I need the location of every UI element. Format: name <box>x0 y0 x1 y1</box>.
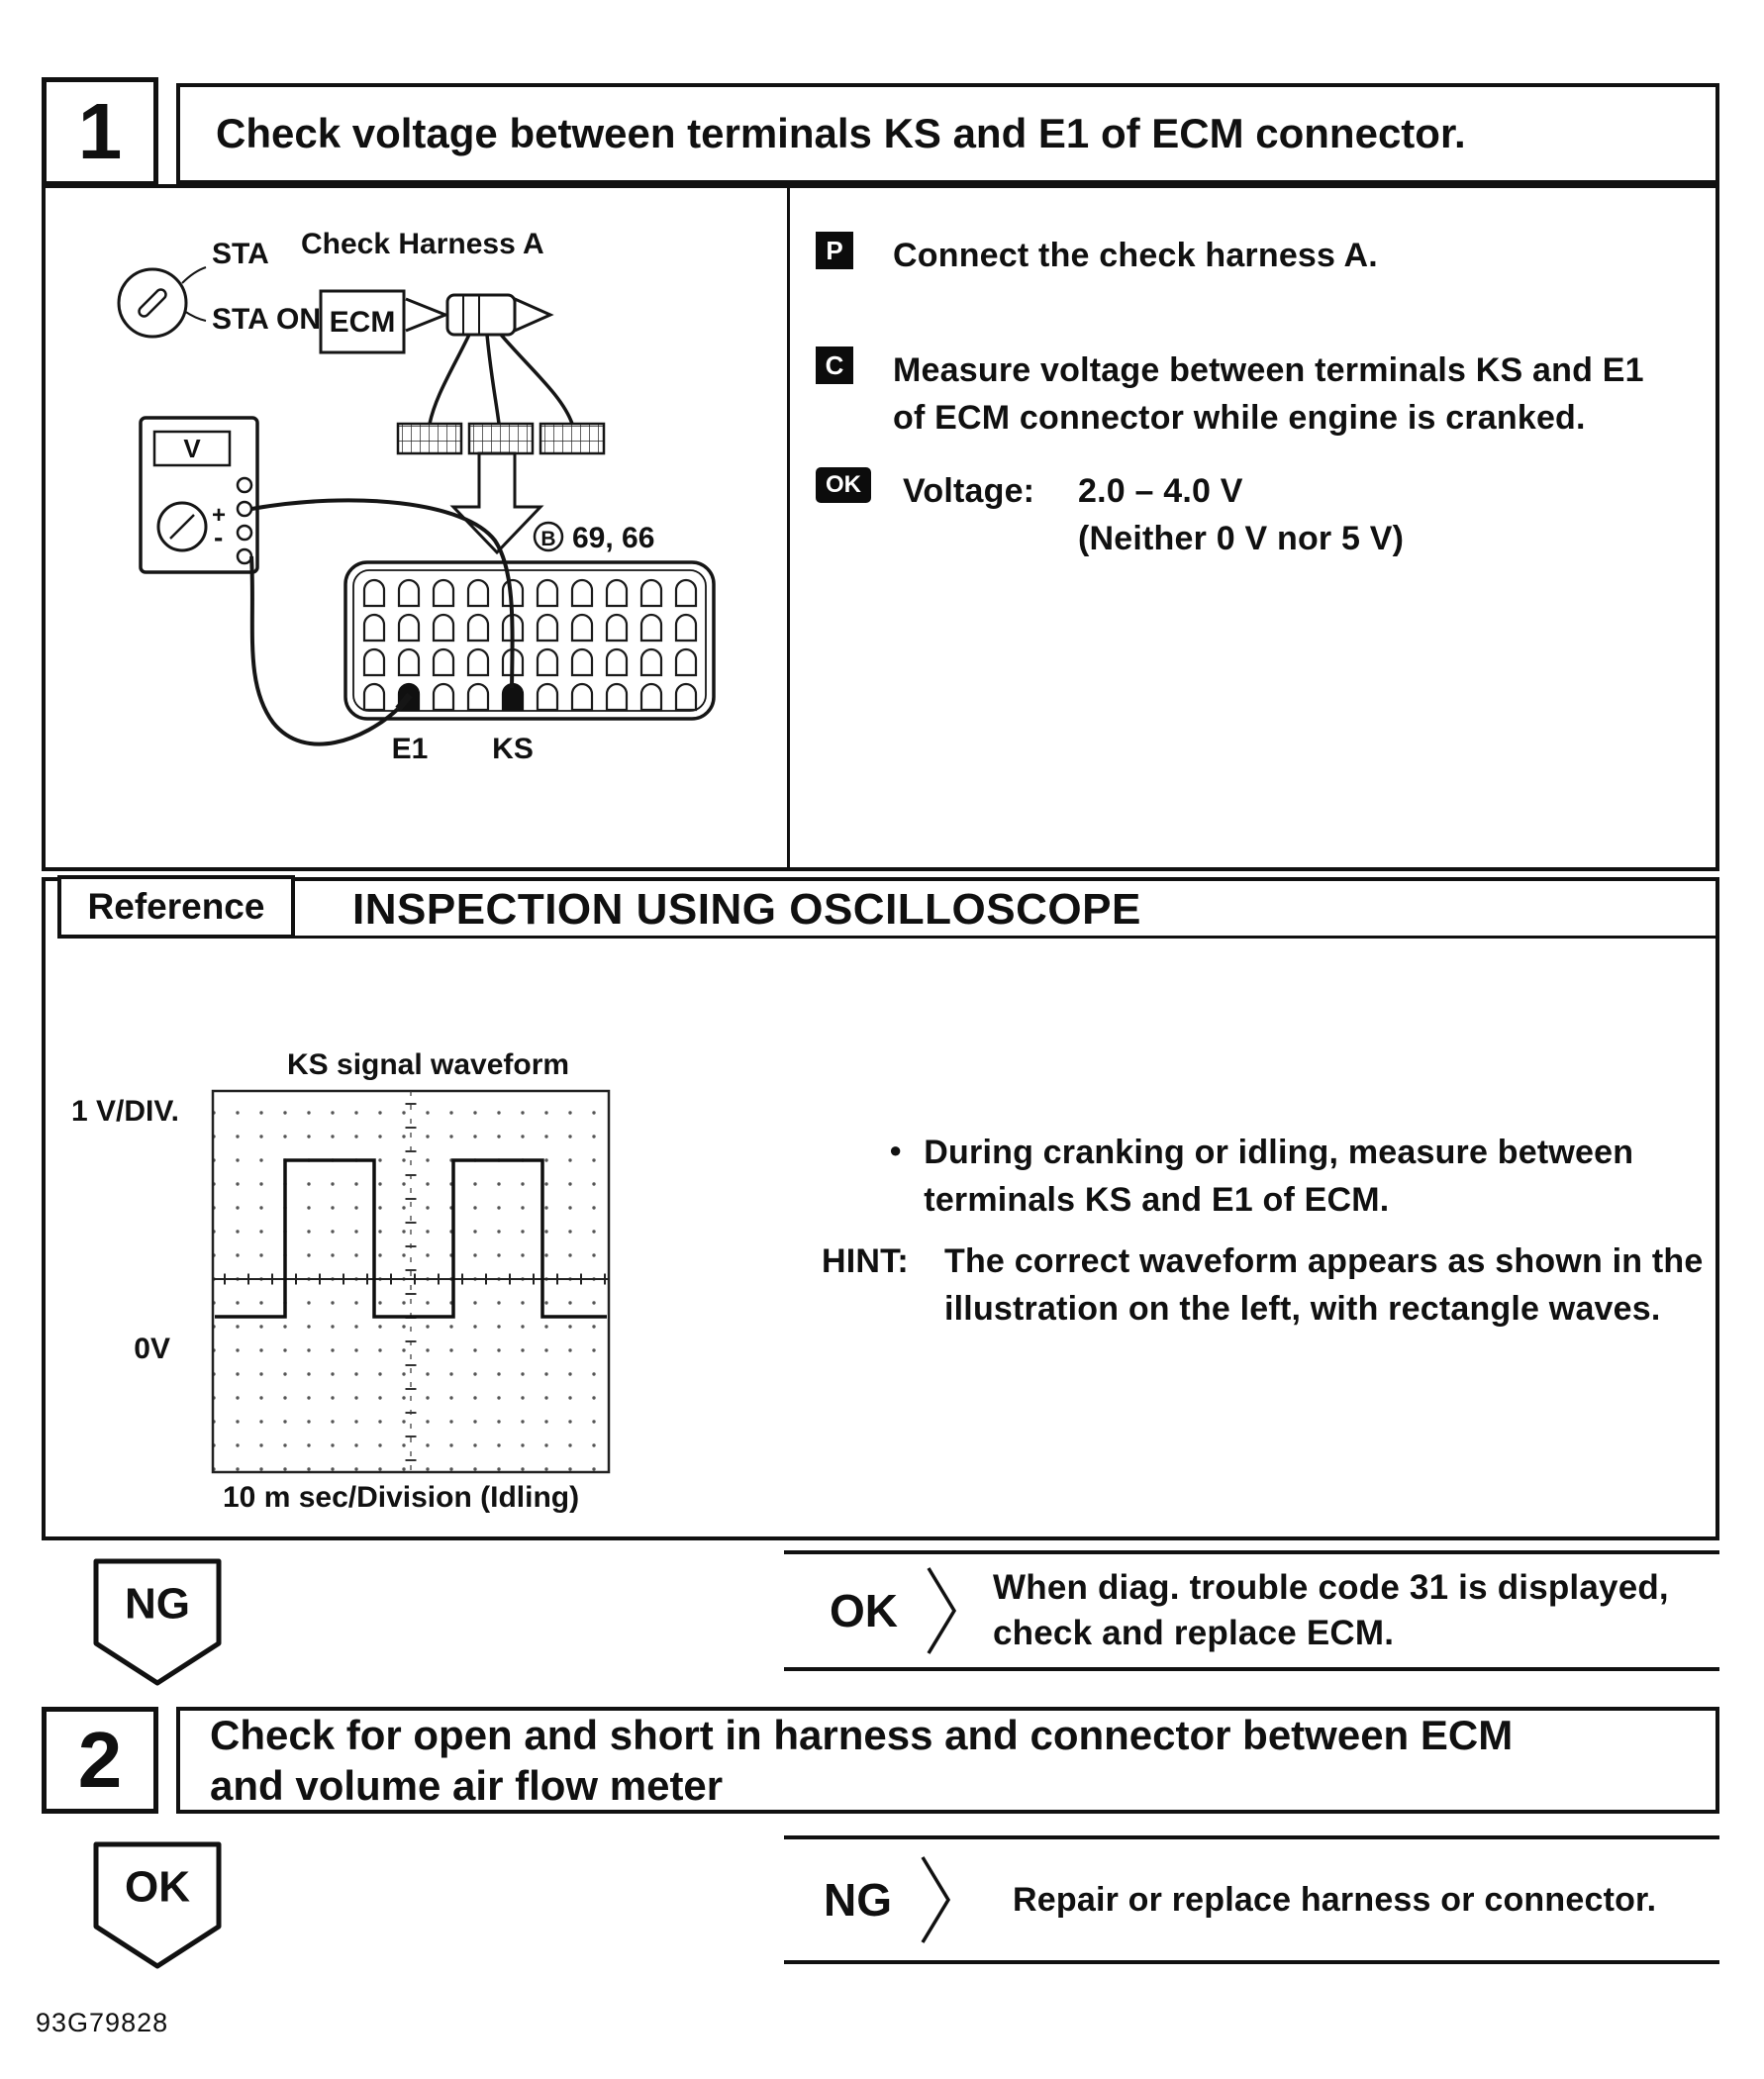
reference-rule <box>295 936 1717 939</box>
p-text: Connect the check harness A. <box>893 237 1378 274</box>
sta-on-leader-line <box>184 311 206 321</box>
flow1-ok-line1: When diag. trouble code 31 is displayed, <box>993 1567 1669 1607</box>
harness-tip <box>515 299 550 331</box>
step1-number-box <box>42 77 158 186</box>
step2-title-line2: and volume air flow meter <box>210 1762 724 1809</box>
instruction-c <box>816 346 1685 443</box>
ok-flow-label: OK <box>125 1862 190 1912</box>
harness-connector-1 <box>398 424 461 453</box>
harness-connector-3 <box>540 424 604 453</box>
pin-numbers-label: 69, 66 <box>572 522 655 554</box>
chevron-right-icon <box>926 1565 959 1656</box>
instruction-ok <box>816 467 1404 563</box>
vdiv-label: 1 V/DIV. <box>71 1095 179 1128</box>
hint-label: HINT: <box>822 1242 909 1280</box>
time-division-label: 10 m sec/Division (Idling) <box>223 1481 580 1514</box>
step1-title-box <box>176 83 1719 184</box>
sta-on-label: STA ON <box>212 303 321 336</box>
reference-bullet <box>889 1129 1664 1225</box>
flow2-ng-bar <box>784 1835 1719 1964</box>
step1-title: Check voltage between terminals KS and E1 of ECM connector. <box>216 110 1466 157</box>
voltmeter-v-label: V <box>183 434 201 463</box>
reference-label-box <box>57 875 295 939</box>
step1-diagram <box>46 188 787 867</box>
zero-volt-label: 0V <box>134 1333 170 1365</box>
c-badge: C <box>816 346 853 384</box>
sta-label: STA <box>212 238 269 270</box>
step1-number: 1 <box>77 87 123 175</box>
step2-title-box <box>176 1707 1719 1814</box>
voltage-value-block <box>1078 467 1404 563</box>
reference-title: INSPECTION USING OSCILLOSCOPE <box>352 885 1141 934</box>
flow1-ok-text <box>993 1565 1669 1656</box>
ng-flow-badge <box>91 1556 224 1689</box>
voltage-note: (Neither 0 V nor 5 V) <box>1078 520 1405 558</box>
flow1-ok-line2: check and replace ECM. <box>993 1614 1395 1652</box>
meter-minus-label: - <box>214 522 224 552</box>
e1-label: E1 <box>391 733 429 765</box>
voltage-label: Voltage: <box>903 472 1035 510</box>
sta-leader-line <box>182 267 206 283</box>
oscilloscope-diagram <box>59 1030 673 1525</box>
chevron-right-icon <box>920 1854 953 1945</box>
voltage-value: 2.0 – 4.0 V <box>1078 472 1243 510</box>
harness-connector-2 <box>469 424 533 453</box>
ecm-label: ECM <box>329 306 396 339</box>
step2-number-box <box>42 1707 158 1814</box>
harness-barrel <box>447 295 515 335</box>
reference-hint <box>822 1238 1736 1334</box>
bullet-text: During cranking or idling, measure between terminals KS and E1 of ECM. <box>924 1134 1634 1220</box>
step1-content-box <box>42 184 1719 871</box>
meter-plus-label: + <box>212 502 227 529</box>
c-text: Measure voltage between terminals KS and E1 of ECM connector while engine is cranked. <box>893 351 1644 438</box>
harness-arrow <box>406 299 445 331</box>
hint-text: The correct waveform appears as shown in the illustration on the left, with rectangle waves. <box>944 1242 1704 1329</box>
ok-badge: OK <box>816 467 871 503</box>
waveform-label: KS signal waveform <box>287 1048 570 1081</box>
instruction-p <box>816 232 1705 279</box>
check-harness-label: Check Harness A <box>301 228 544 260</box>
step1-instruction-pane <box>790 188 1715 867</box>
ng-flow-label: NG <box>125 1579 190 1629</box>
circle-b-label: B <box>540 528 556 550</box>
page-code: 93G79828 <box>36 2008 169 2037</box>
down-arrow-icon <box>453 453 540 552</box>
ok-flow-badge <box>91 1839 224 1972</box>
flow2-ng-label: NG <box>824 1874 892 1926</box>
step2-title-line1: Check for open and short in harness and connector between ECM <box>210 1711 1514 1758</box>
p-badge: P <box>816 232 853 269</box>
ks-label: KS <box>492 733 534 765</box>
flow1-ok-label: OK <box>830 1585 898 1636</box>
flow1-ok-bar <box>784 1550 1719 1671</box>
bullet-icon: ● <box>889 1138 903 1162</box>
step2-number: 2 <box>77 1716 123 1804</box>
flow2-ng-text: Repair or replace harness or connector. <box>1013 1880 1657 1919</box>
reference-label: Reference <box>87 886 265 927</box>
step1-diagram-pane <box>46 188 790 867</box>
